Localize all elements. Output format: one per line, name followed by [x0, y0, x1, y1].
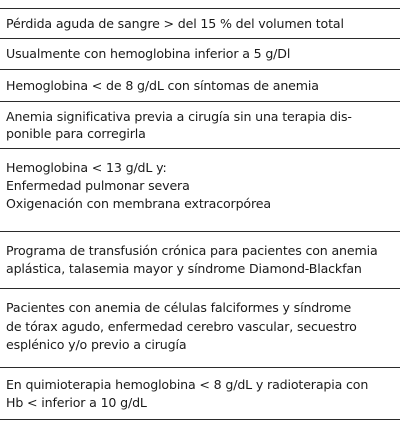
criteria-row	[0, 288, 400, 367]
criteria-row-text: Pérdida aguda de sangre > del 15 % del volumen total	[6, 16, 344, 31]
criteria-row-text: Hemoglobina < de 8 g/dL con síntomas de anemia	[6, 78, 319, 93]
criteria-row	[0, 367, 400, 420]
criteria-row	[0, 69, 400, 101]
criteria-row-text: Pacientes con anemia de células falciformes y síndrome	[6, 300, 352, 315]
criteria-row	[0, 231, 400, 288]
criteria-row-text: En quimioterapia hemoglobina < 8 g/dL y radioterapia con	[6, 377, 369, 392]
criteria-row-text: Hemoglobina < 13 g/dL y:	[6, 160, 167, 175]
criteria-row-text: aplástica, talasemia mayor y síndrome Diamond-Blackfan	[6, 261, 362, 276]
criteria-row	[0, 148, 400, 231]
criteria-row	[0, 38, 400, 69]
criteria-row	[0, 101, 400, 148]
criteria-row-text: Programa de transfusión crónica para pacientes con anemia	[6, 243, 378, 258]
criteria-row-text: Anemia significativa previa a cirugía sin una terapia dis-	[6, 109, 352, 124]
criteria-row	[0, 8, 400, 38]
criteria-row-text: Hb < inferior a 10 g/dL	[6, 395, 147, 410]
criteria-row-text: Usualmente con hemoglobina inferior a 5 g/Dl	[6, 46, 291, 61]
criteria-row-text: de tórax agudo, enfermedad cerebro vascular, secuestro	[6, 319, 357, 334]
criteria-row-text: Oxigenación con membrana extracorpórea	[6, 196, 271, 211]
criteria-row-text: esplénico y/o previo a cirugía	[6, 337, 187, 352]
criteria-row-text: Enfermedad pulmonar severa	[6, 178, 190, 193]
criteria-row-text: ponible para corregirla	[6, 126, 146, 141]
